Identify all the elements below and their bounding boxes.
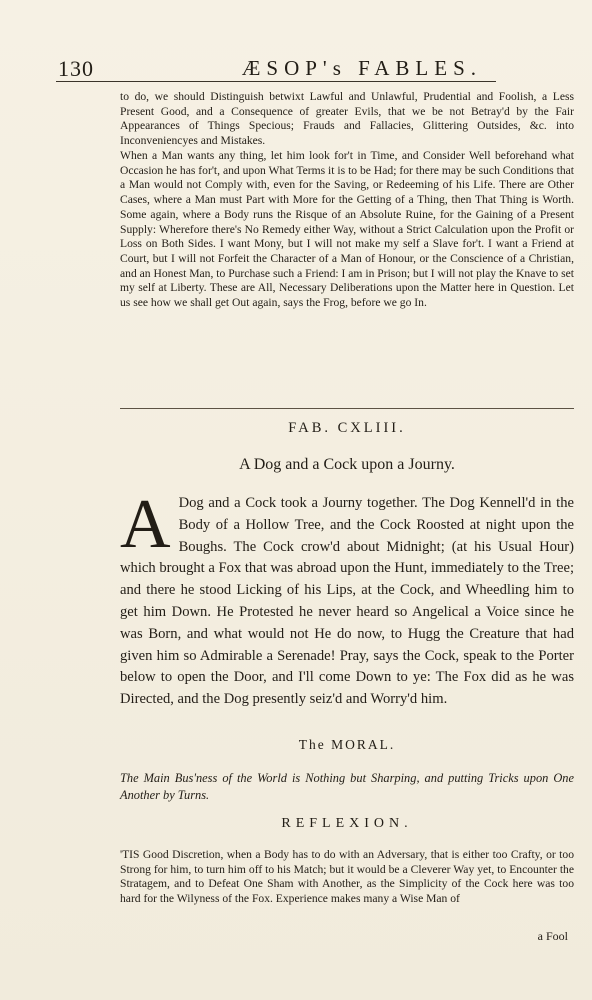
- fable-body: [120, 486, 574, 711]
- fable-title: A Dog and a Cock upon a Journy.: [239, 456, 455, 473]
- reflexion-continued-paragraph-2: When a Man wants any thing, let him look for't in Time, and Consider Well beforehand what Occasion he has for't, and upon What Terms it is to be Had; for there may be such Conditions that a Man would not Comply with, even for the Saving, or Redeeming of his Life. There are Other Cases, where a Man must Part with More for the Getting of a Thing, then That Thing is Worth. Some again, where a Body runs the Risque of an Absolute Ruine, for the Gaining of a Present Supply: Wherefore there's No Remedy either Way, without a Strict Calculation upon the Profit or Loss on Both Sides. I want Mony, but I will not make my self a Slave for't. I want a Friend at Court, but I will not Forfeit the Character of a Man of Honour, or the Conscience of a Christian, and an Honest Man, to Purchase such a Friend: I am in Prison; but I will not play the Knave to set my self at Liberty. These are All, Necessary Deliberations upon the Matter here in Question. Let us see how we shall get Out again, says the Frog, before we go In.: [120, 149, 575, 310]
- reflexion-continued-paragraph-1: to do, we should Distinguish betwixt Lawful and Unlawful, Prudential and Foolish, a Less Present Good, and a Consequence of greater Evils, that we be not Betray'd by the Fair Appearances of Things Specious; Frauds and Fallacies, Glittering Outsides, &c. into Inconveniencyes and Mistakes.: [120, 90, 574, 148]
- moral-text: The Main Bus'ness of the World is Nothing but Sharping, and putting Tricks upon One Another by Turns.: [120, 771, 574, 802]
- header-rule: [56, 81, 496, 82]
- reflexion-text: 'TIS Good Discretion, when a Body has to do with an Adversary, that is either too Crafty, or too Strong for him, to turn him off to his Match; but it would be a Cleverer Way yet, to Encounter the Stratagem, and to Defeat One Sham with Another, as the Simplicity of the Cock here was too hard for the Wilyness of the Fox. Experience makes many a Wise Man of: [120, 848, 574, 906]
- page-header: [58, 50, 482, 84]
- fable-number: FAB. CXLIII.: [288, 420, 406, 436]
- reflexion-heading: REFLEXION.: [281, 816, 413, 831]
- fable-text: Dog and a Cock took a Journy together. The Dog Kennell'd in the Body of a Hollow Tree, and the Cock Roosted at night upon the Boughs. The Cock crow'd about Midnight; (at his Usual Hour) which brought a Fox that was abroad upon the Hunt, immediately to the Tree; and there he stood Licking of his Lips, at the Cock, and Wheedling him to get him Down. He Protested he never heard so Angelical a Voice since he was Born, and what would not He do now, to Hugg the Creature that had given him so Admirable a Serenade! Pray, says the Cock, speak to the Porter below to open the Door, and I'll come Down to ye: The Fox did as he was Directed, and the Dog presently seiz'd and Worry'd him.: [120, 495, 574, 708]
- page-number: 130: [58, 56, 94, 81]
- drop-cap: A: [120, 486, 171, 563]
- running-title: ÆSOP's FABLES.: [241, 56, 482, 80]
- moral-heading: The MORAL.: [298, 737, 396, 752]
- catchword: a Fool: [537, 929, 568, 943]
- section-rule: [120, 408, 574, 409]
